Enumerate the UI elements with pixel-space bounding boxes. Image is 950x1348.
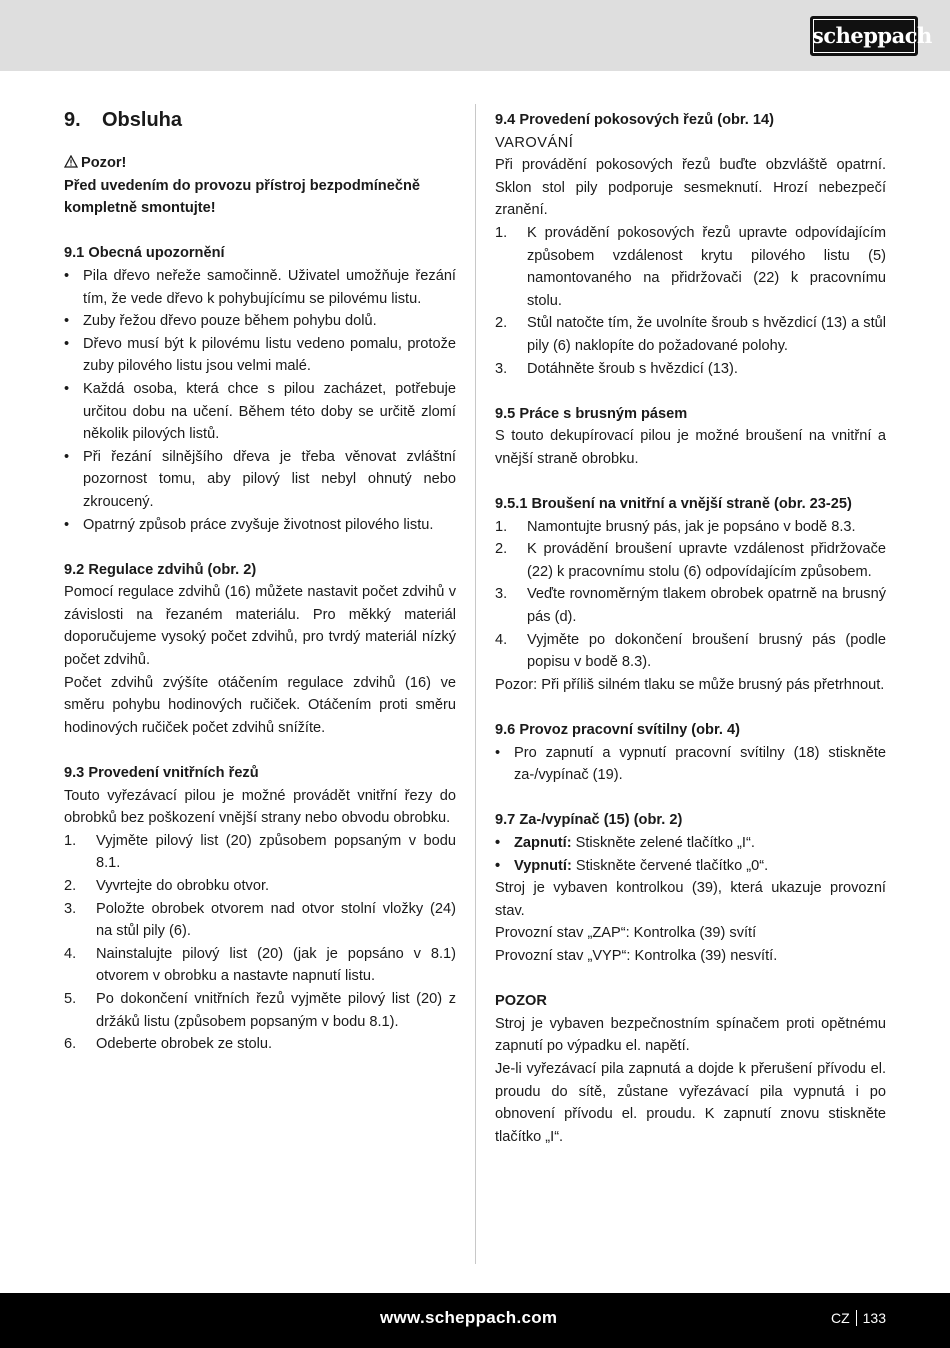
s95-title: 9.5 Práce s brusným pásem [495, 405, 688, 422]
s97-paragraph-3: Provozní stav „VYP“: Kontrolka (39) nesvítí. [495, 947, 778, 964]
step-item: 3. Veďte rovnoměrným tlakem obrobek opatrně na brusný pás (d). [495, 586, 886, 626]
s91-list [64, 265, 456, 536]
page-header [0, 0, 950, 71]
language-code: CZ [830, 1310, 850, 1326]
step-item: 2. K provádění broušení upravte vzdálenost přidržovače (22) k pracovnímu stolu (6) odpovídajícím způsobem. [495, 541, 886, 580]
list-item: • Dřevo musí být k pilovému listu vedeno pomalu, protože zuby pilového listu jsou velmi malé. [64, 333, 456, 378]
pozor-paragraph-1: Stroj je vybaven bezpečnostním spínačem proti opětnému zapnutí po výpadku el. napětí. [495, 1015, 886, 1055]
website-link[interactable]: www.scheppach.com [380, 1308, 558, 1327]
step-item: 5. Po dokončení vnitřních řezů vyjměte pilový list (20) z držáků listu (způsobem popsaným v bodu 8.1). [64, 990, 456, 1030]
step-item: 1. K provádění pokosových řezů upravte odpovídajícím způsobem vzdálenost krytu pilového listu (5) namontovaného na přidržovači (22) k pracovnímu stolu. [495, 224, 886, 309]
s97-paragraph-1: Stroj je vybaven kontrolkou (39), která ukazuje provozní stav. [495, 880, 886, 919]
step-item: 4. Vyjměte po dokončení broušení brusný pás (podle popisu v bodě 8.3). [495, 631, 886, 671]
step-item: 1. Vyjměte pilový list (20) způsobem popsaným v bodu 8.1. [64, 832, 456, 872]
list-item: • Každá osoba, která chce s pilou zacházet, potřebuje určitou dobu na učení. Během této doby se určitě zlomí několik pilových listů. [64, 378, 456, 446]
step-item: 1. Namontujte brusný pás, jak je popsáno v bodě 8.3. [495, 518, 856, 535]
s951-title: 9.5.1 Broušení na vnitřní a vnější straně (obr. 23-25) [495, 496, 852, 513]
warning-text: Před uvedením do provozu přístroj bezpodmínečně kompletně smontujte! [64, 177, 420, 217]
list-item: • Opatrný způsob práce zvyšuje životnost pilového listu. [64, 514, 456, 537]
warning-icon [64, 155, 78, 168]
s97-title: 9.7 Za-/vypínač (15) (obr. 2) [495, 812, 683, 829]
s92-paragraph-2: Počet zdvihů zvýšíte otáčením regulace zdvihů (16) ve směru pohybu hodinových ručiček. Otáčením proti směru hodinových ručiček počet zdvihů snížíte. [64, 674, 456, 736]
step-item: 6. Odeberte obrobek ze stolu. [64, 1036, 273, 1053]
s97-paragraph-2: Provozní stav „ZAP“: Kontrolka (39) svítí [495, 925, 757, 942]
list-item: • Zapnutí: Stiskněte zelené tlačítko „I“. [495, 832, 886, 855]
brand-logo: scheppach [810, 16, 918, 56]
s94-steps [495, 222, 886, 380]
s94-warning: VAROVÁNÍ [495, 134, 574, 151]
warning-title [64, 152, 456, 175]
s91-title: 9.1 Obecná upozornění [64, 245, 225, 262]
s96-list [495, 742, 886, 787]
step-item: 3. Dotáhněte šroub s hvězdicí (13). [495, 360, 738, 377]
s94-title: 9.4 Provedení pokosových řezů (obr. 14) [495, 112, 774, 128]
step-item: 4. Nainstalujte pilový list (20) (jak je popsáno v 8.1) otvorem v obrobku a nastavte napnutí listu. [64, 945, 456, 985]
section-heading [64, 106, 456, 134]
list-item: • Pro zapnutí a vypnutí pracovní svítilny (18) stiskněte za-/vypínač (19). [495, 742, 886, 787]
warning-title-text: Pozor! [81, 155, 127, 171]
s92-title: 9.2 Regulace zdvihů (obr. 2) [64, 561, 257, 578]
section-title: Obsluha [102, 109, 183, 131]
s951-steps [495, 516, 886, 674]
s95-text: S touto dekupírovací pilou je možné broušení na vnitřní a vnější straně obrobku. [495, 428, 886, 467]
s951-note: Pozor: Při příliš silném tlaku se může brusný pás přetrhnout. [495, 676, 885, 693]
page-number-value: 133 [862, 1310, 886, 1326]
s93-title: 9.3 Provedení vnitřních řezů [64, 765, 259, 782]
page-footer [0, 1293, 950, 1348]
step-item: 2. Vyvrtejte do obrobku otvor. [64, 878, 270, 894]
s96-title: 9.6 Provoz pracovní svítilny (obr. 4) [495, 722, 740, 739]
s94-text: Při provádění pokosových řezů buďte obzvláště opatrní. Sklon stol pily podporuje sesmeknutí. Hrozí nebezpečí zranění. [495, 157, 886, 219]
page-number [831, 1310, 886, 1326]
list-item: • Pila dřevo neřeže samočinně. Uživatel umožňuje řezání tím, že vede dřevo k pohybujícímu se pilovému listu. [64, 265, 456, 310]
step-item: 3. Položte obrobek otvorem nad otvor stolní vložky (24) na stůl pily (6). [64, 900, 456, 940]
list-item: • Při řezání silnějšího dřeva je třeba věnovat zvláštní pozornost tomu, aby pilový list nebyl ohnutý nebo zkroucený. [64, 446, 456, 514]
s93-intro: Touto vyřezávací pilou je možné provádět vnitřní řezy do obrobků bez poškození vnější strany nebo obvodu obrobku. [64, 787, 456, 827]
pozor-title: POZOR [495, 993, 547, 1010]
list-item: • Vypnutí: Stiskněte červené tlačítko „0“. [495, 855, 886, 878]
column-divider [475, 104, 476, 1264]
left-column [64, 106, 456, 1056]
s97-list [495, 832, 886, 877]
s92-paragraph-1: Pomocí regulace zdvihů (16) můžete nastavit počet zdvihů v závislosti na řezaném materiálu. Pro měkký materiál doporučujeme vysoký počet zdvihů, pro tvrdý materiál nízký počet zdvihů. [64, 584, 456, 669]
step-item: 2. Stůl natočte tím, že uvolníte šroub s hvězdicí (13) a stůl pily (6) naklopíte do požadované polohy. [495, 315, 886, 354]
pozor-paragraph-2: Je-li vyřezávací pila zapnutá a dojde k přerušení přívodu el. proudu do sítě, zůstane vyřezávací pila vypnutá i po obnovení přívodu el. proudu. K zapnutí znovu stiskněte tlačítko „I“. [495, 1060, 886, 1145]
s93-steps [64, 830, 456, 1056]
list-item: • Zuby řežou dřevo pouze během pohybu dolů. [64, 310, 456, 333]
right-column [495, 109, 886, 1148]
section-number: 9. [64, 109, 81, 131]
